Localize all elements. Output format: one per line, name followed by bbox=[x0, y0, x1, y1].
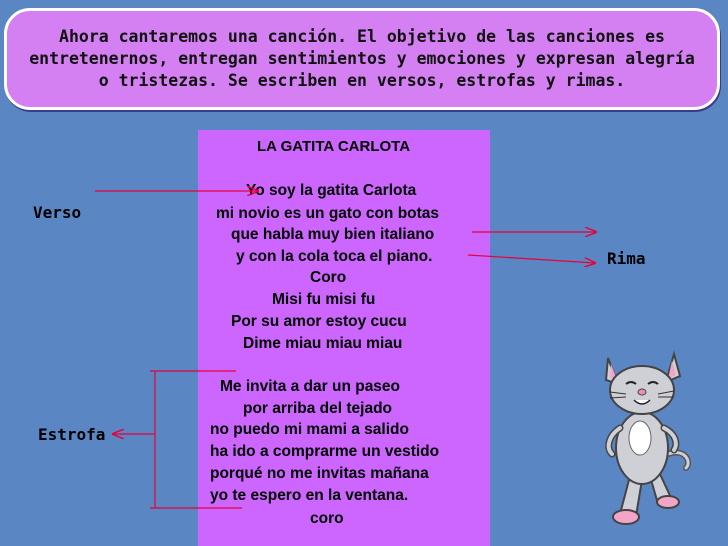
rima-arrow bbox=[468, 255, 595, 263]
rima-label: Rima bbox=[607, 249, 646, 268]
song-line: no puedo mi mami a salido bbox=[210, 421, 409, 438]
song-line: mi novio es un gato con botas bbox=[216, 205, 440, 222]
song-line: coro bbox=[310, 510, 344, 527]
song-line: Yo soy la gatita Carlota bbox=[246, 182, 417, 199]
cartoon-cat-icon bbox=[590, 336, 700, 536]
song-line: Coro bbox=[310, 269, 347, 286]
song-line: Misi fu misi fu bbox=[272, 291, 376, 308]
verso-label: Verso bbox=[33, 203, 82, 222]
estrofa-label: Estrofa bbox=[38, 425, 106, 444]
song-line: yo te espero en la ventana. bbox=[210, 487, 409, 504]
song-line: por arriba del tejado bbox=[243, 400, 393, 417]
song-line: Por su amor estoy cucu bbox=[231, 313, 407, 330]
song-line: ha ido a comprarme un vestido bbox=[210, 443, 440, 460]
song-line: Dime miau miau miau bbox=[243, 335, 403, 352]
song-line: Me invita a dar un paseo bbox=[220, 378, 401, 395]
song-line: porqué no me invitas mañana bbox=[210, 465, 429, 482]
song-line: que habla muy bien italiano bbox=[231, 226, 435, 243]
song-line: y con la cola toca el piano. bbox=[236, 248, 433, 265]
song-title: LA GATITA CARLOTA bbox=[257, 138, 411, 155]
intro-text: Ahora cantaremos una canción. El objetivo de las canciones es entretenernos, entregan sentimientos y emociones y expresan alegría o tristezas. Se escriben en versos, estrofas y rimas. bbox=[29, 27, 695, 90]
